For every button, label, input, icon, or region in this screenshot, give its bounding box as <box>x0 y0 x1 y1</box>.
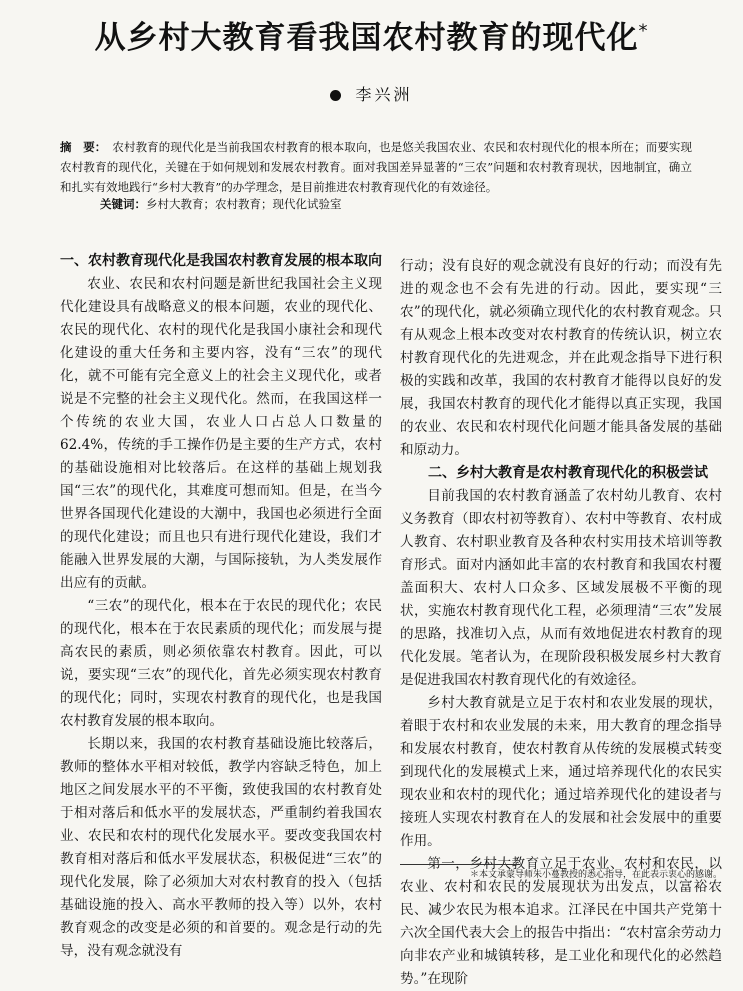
author-name: 李兴洲 <box>355 85 413 104</box>
section-heading-1: 一、农村教育现代化是我国农村教育发展的根本取向 <box>60 253 382 269</box>
author-line <box>0 82 743 105</box>
paragraph-continuation: 行动；没有良好的观念就没有良好的行动；而没有先进的观念也不会有先进的行动。因此，要实现“三农”的现代化，就必须确立现代化的农村教育观念。只有从观念上根本改变对农村教育的传统认识，树立农村教育现代化的先进观念，并在此观念指导下进行积极的实践和改革，我国的农村教育才能得以良好的发展，我国农村教育的现代化才能得以真正实现，我国的农业、农民和农村现代化问题才能具备发展的基础和原动力。 <box>400 258 722 458</box>
title-footnote-mark: * <box>638 20 649 42</box>
abstract-text: 农村教育的现代化是当前我国农村教育的根本取向，也是悠关我国农业、农民和农村现代化的根本所在；而要实现农村教育的现代化，关键在于如何规划和发展农村教育。面对我国差异显著的“三农”问题和农村教育现状，因地制宜，确立和扎实有效地践行“乡村大教育”的办学理念，是目前推进农村教育现代化的有效途径。 <box>60 140 693 194</box>
left-column <box>60 250 382 963</box>
footnote-divider <box>400 864 520 865</box>
paragraph: “三农”的现代化，根本在于农民的现代化；农民的现代化，根本在于农民素质的现代化；而发展与提高农民的素质，则必须依靠农村教育。因此，可以说，要实现“三农”的现代化，首先必须实现农村教育的现代化；同时，实现农村教育的现代化，也是我国农村教育发展的根本取向。 <box>60 598 382 729</box>
keywords-label: 关键词： <box>100 197 146 211</box>
article-title: 从乡村大教育看我国农村教育的现代化* <box>94 20 649 56</box>
keywords-text: 乡村大教育；农村教育；现代化试验室 <box>146 197 342 211</box>
abstract-label: 摘 要： <box>60 140 107 154</box>
section-heading-2: 二、乡村大教育是农村教育现代化的积极尝试 <box>428 465 708 481</box>
paragraph: 第一，乡村大教育立足于农业、农村和农民，以农业、农村和农民的发展现状为出发点，以富裕农民、减少农民为根本追求。江泽民在中国共产党第十六次全国代表大会上的报告中指出：“农村富余劳动力向非农产业和城镇转移，是工业化和现代化的必然趋势。”在现阶 <box>400 856 722 987</box>
paragraph: 农业、农民和农村问题是新世纪我国社会主义现代化建设具有战略意义的根本问题，农业的现代化、农民的现代化、农村的现代化是我国小康社会和现代化建设的重大任务和主要内容，没有“三农”的现代化，就不可能有完全意义上的社会主义现代化，或者说是不完整的社会主义现代化。然而，在我国这样一个传统的农业大国，农业人口占总人口数量的62.4%，传统的手工操作仍是主要的生产方式，农村的基础设施相对比较落后。在这样的基础上规划我国“三农”的现代化，其难度可想而知。但是，在当今世界各国现代化建设的大潮中，我国也必须进行全面的现代化建设；而且也只有进行现代化建设，我们才能融入世界发展的大潮，与国际接轨，为人类发展作出应有的贡献。 <box>60 276 382 591</box>
paragraph: 长期以来，我国的农村教育基础设施比较落后，教师的整体水平相对较低，教学内容缺乏特色，加上地区之间发展水平的不平衡，致使我国的农村教育处于相对落后和低水平的发展状态，严重制约着我国农业、农民和农村的现代化发展水平。要改变我国农村教育相对落后和低水平发展状态，积极促进“三农”的现代化发展，除了必须加大对农村教育的投入（包括基础设施的投入、高水平教师的投入等）以外，农村教育观念的改变是必须的和首要的。观念是行动的先导，没有观念就没有 <box>60 736 382 959</box>
keywords <box>100 194 700 214</box>
paragraph: 目前我国的农村教育涵盖了农村幼儿教育、农村义务教育（即农村初等教育）、农村中等教育、农村成人教育、农村职业教育及各种农村实用技术培训等教育形式。面对内涵如此丰富的农村教育和我国农村覆盖面积大、农村人口众多、区域发展极不平衡的现状，实施农村教育现代化工程，必须理清“三农”发展的思路，找准切入点，从而有效地促进农村教育的现代化发展。笔者认为，在现阶段积极发展乡村大教育是促进我国农村教育现代化的有效途径。 <box>400 488 722 688</box>
bullet-dot-icon <box>330 90 341 101</box>
abstract <box>60 137 692 197</box>
footnote: ＊本文承蒙导师朱小蔓教授的悉心指导，在此表示衷心的感谢。 <box>470 870 723 880</box>
paragraph: 乡村大教育就是立足于农村和农业发展的现状，着眼于农村和农业发展的未来，用大教育的理念指导和发展农村教育，使农村教育从传统的发展模式转变到现代化的发展模式上来，通过培养现代化的农民实现农业和农村的现代化；通过培养现代化的建设者与接班人实现农村教育在人的发展和社会发展中的重要作用。 <box>400 695 722 849</box>
